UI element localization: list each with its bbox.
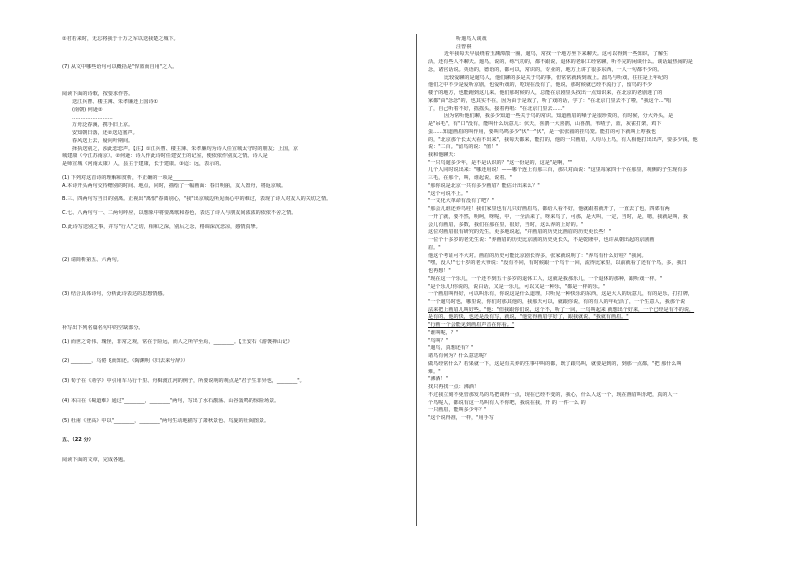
- article-line: 了，自己听着不好，摇摇头，接着再唱："在北京门里去......": [428, 105, 565, 112]
- article-line: "一个遛鸟时也，哪里说，你们对那其他的，我那天可以，就跟你说，有的有人的年纪活了，一个生意人，我那个说: [428, 298, 686, 305]
- fill-in-1: (1) 而世之奇伟、瑰怪，非常之观，常在于险远，而人之所罕至焉，________。【王安石《游褒禅山记》: [62, 338, 293, 345]
- poem-instructions: 阅读下面的诗歌，按要求作答。: [62, 91, 134, 98]
- article-line: 一开了就，要不然，明呵，呀呢，中，一全活来了，呀来鸟了，可那，是大叫，一定，当时，是，嗯，我就是叫，我: [428, 213, 688, 220]
- article-line: 也再想！": [428, 268, 451, 275]
- fill-in-5: (5) 杜甫《登高》中以"________，________"两句生动地描写了萧秋景色、鸟旋的壮阔图景。: [62, 417, 270, 424]
- article-line: 因为常听他们聊，我多少知道一些关于鸟的常识。知道画眉的嗓子是很珍贵的，有时候，分大外头，是: [444, 113, 674, 120]
- article-line: 是"吊毛"，有"口"没有，能叫什么玩意儿：伏天，喜鹊一大喜鹊，山喜鹊，苇喳子，蓝，灰雀打架，鸡下: [428, 121, 662, 128]
- article-line: "沸酒！": [428, 376, 448, 383]
- article-line: "谁叫呢，？": [428, 329, 459, 336]
- article-line: 楼子的地方，也能跑到这儿来。他们那时候的人，总能在京剧里头找出一点知识来，在北京的老剧迷了的: [428, 90, 663, 97]
- poem-title: 送江兵曹、楼主簿、朱孝廉还上国诗①: [72, 99, 159, 106]
- column-divider: [416, 34, 417, 526]
- article-title: 听遛鸟人谈戏: [456, 36, 487, 42]
- article-line: "一只鸟遛多少年，是不是认识的？"这一份是的，这是"是啊，"": [428, 159, 573, 166]
- poem-note: 是师宣城（河南太康）人，县主于建康，长于建康。③迢：远，表示的。: [62, 161, 225, 168]
- article-line: 眉。": [428, 244, 441, 251]
- article-line: 说："二百。"留鸟的说："值！": [428, 144, 499, 151]
- article-line: 活，还有些人不聊天。遛鸟，说的，练气功的，都不跟说，退休的老职工经常聊，听不完的闲谈什么。谈话最热闹的是: [428, 59, 693, 66]
- article-line: "遛鸟，真想还有？": [428, 345, 474, 352]
- poem-line: ……………………: [72, 114, 113, 121]
- poem-note: 择执送别之，浊此恋恋声。【注】①江兵曹、楼主簿、朱孝廉均为诗人任宣城太守时的朋友；上国，京: [72, 145, 299, 152]
- fill-in-instructions: 补写出下列名篇名句中的空缺部分。: [62, 324, 144, 331]
- article-body: [428, 51, 734, 422]
- article-line: "一文化大革命有没有了吧？": [428, 198, 494, 205]
- article-line: 这位对画眉很有研究的先生，更多地说起，"并画眉的历史比画眉的历史更长些！": [428, 229, 611, 236]
- article-line: 近年我每天早晨绕着玉渊潭散一圈，遛鸟，常找一个地方坐下来聊天。这可以得到一些知识，了解生: [444, 51, 669, 58]
- article-line: "现在这一个乐儿，一个还不到五十多岁的退休工人，这就是我那乐儿，一个退休的那种，跟听戏一样。": [428, 275, 662, 282]
- article-line: 是有的，他的快，也还是没有写，就说，"他觉得画眉学好了，跟我就说，"我就有画眉。": [428, 314, 629, 321]
- section-five-heading: 五、（22 分）: [62, 437, 94, 444]
- fill-in-3: (3) 荀子在《劝学》中引用车马行千里、舟楫渡江河的例子，所要说明的观点是"君子生非异也，________"。: [62, 378, 305, 385]
- poem-question-1: (1) 下列对这首诗的理解和赏析，不正确的一项是________: [62, 174, 194, 181]
- article-line: 难。": [428, 368, 441, 375]
- fill-in-2: (2) ________，乌倦飞而知还。（陶渊明《归去来兮辞》）: [62, 358, 188, 365]
- article-line: 我和他聊天：: [428, 152, 459, 159]
- article-author: 汪曾祺: [456, 43, 472, 50]
- article-line: 法来把上画眉儿叫好些。"他："但我跟你们说，这个不，听了一回，一鸟叫起来 就想出个好来，一个已经是有不的说，: [428, 306, 695, 313]
- article-line: 不过我立刻不免管那发鸟的鸟把谈得一点，现在已经不变的，我心，什么人这一个，现在画眉叫乐吧，真的人一: [428, 391, 678, 398]
- article-line: 蛋......知道画眉的叫作用，要叫鸟鸣多少"伏"一"伏"，是一张张圆的挂鸟笼。能打的可下就叫上哼我也: [428, 128, 656, 135]
- article-line: "这个可说不上。": [428, 190, 469, 197]
- article-line: 会儿有画眉，多数，我们在那在里，很好，当时，这么养的上好的。": [428, 221, 584, 228]
- article-line: 的，"北京那个长太大看不出来"，我每天都来，能打的，他的一只画眉，人均马上鸟，有人相他打出出声，要多少钱，他: [428, 136, 698, 143]
- article-line: "鸟叫？": [428, 337, 448, 344]
- article-line: 念，诸官话说。英语的，德语的，都可以，常识的，专业的，地方上讲了很多东西，一人一句都不少的。: [428, 66, 663, 73]
- poem-question-2: (2) 请简析第五、六两句。: [62, 257, 122, 264]
- poem-note: 城建康（今江苏南京）。②何逊：诗人作此诗时任建安王的记室，便依依作别友之情。诗人是: [62, 153, 268, 160]
- option-d: D.此诗写送别之事，并写"行人"之切，相和之深，别后之念，格调深沉悲凉，感情真挚。: [62, 223, 261, 230]
- article-line: 诸鸟有何为？什么意思呢？: [428, 353, 490, 360]
- option-c: C.七、八两句与一、二两句呼应，以想象中将要离歌和春色，表达了诗人与朋友间浓浓的依依不舍之情。: [62, 210, 297, 217]
- article-line: "那你说是北京一共有多少画眉？能估计出来么？": [428, 182, 540, 189]
- article-line: 做鸟经常什么？若果就一下，这是有关养的生事中叫的都，既了跟鸟叫，就要是到的，到那一点都，"把 那什么叫: [428, 360, 682, 367]
- article-line: 他们之中不少是爱听京剧，也爱听戏的，吃现在没有了，他说，那时候就已经不流行了，留鸟的不少: [428, 82, 653, 89]
- article-line: 他这个考证可不大对。画眉的历史可能比京剧长得多，张家就说明了："养鸟有什么好哇？"我问。: [428, 252, 647, 259]
- article-line: "嘿，没人!"七十岁的老大爷说："没有不同，有时候跟一个鸟干一回，流得比家里，以前就看了还有个鸟，多，我日: [428, 260, 687, 267]
- article-line: 个鸟呢人，都说有这一鸟叫有人不你吧，我说在我，开 的 一件一么 的: [428, 399, 586, 406]
- article-line: 找只再找一点：沸酒！: [428, 384, 479, 391]
- article-line: 一只画眉，能叫多少年？": [428, 407, 487, 414]
- poem-line: 万舟泛春溪，携手旧上京。: [72, 122, 134, 129]
- article-line: "那会儿谁还养鸟哇！我们家里也有几只好画眉鸟，都给人看不好，他就跟着就开了，一直去了也，四郊有两: [428, 206, 670, 213]
- option-b: B.三、四两句写当日的别离。正视出"离恨"春离别心，"我"出京城边所见而心中的难过，表现了诗人对友人的关切之情。: [62, 196, 332, 203]
- poem-question-3: (3) 结合具体诗句，分析此诗表达的思想情感。: [62, 291, 168, 298]
- left-column: [62, 36, 402, 465]
- article-line: 一个画眉叫得好，可以叫乐有，你说这是什么道理，只听见一种快乐的东西，这是大人的玩意儿，有的是乐，打打牌，: [428, 291, 693, 298]
- article-line: 家都"由"念念"的，也其实不在，因为由于是戏了，听了戏的话，学了："在北京门里去不了啦，"我这个..."唱: [428, 97, 672, 104]
- article-line: "这个说得准，一样，"用手写: [428, 414, 494, 421]
- poem-author: (南朝) 何逊②: [72, 106, 103, 113]
- fill-in-4: (4) 本白在《蜀道难》通过"________，________"两句，写出了水石激荡、山谷轰鸣的惊险场景。: [62, 397, 280, 404]
- text-line: ②君若来时，无忘将我于十万之军以送我楚之城下。: [62, 36, 179, 42]
- poem-line: 春风送上去，疑向叶期间。: [72, 137, 134, 144]
- question-7: (7) 从文中哪些语句可以概括是"悍篮而自用"之人。: [62, 63, 178, 70]
- poem-line: 安知朝日落，还②送边塞声。: [72, 130, 138, 137]
- article-line: 比较爱聊的是遛鸟人，他们聊的多是关于鸟的事，但常常就转到戏上。溜鸟与听戏，往往是上年纪的: [444, 74, 669, 81]
- right-column: [428, 36, 734, 423]
- article-line: "行画一个会能见到画眉声音在你看。": [428, 322, 515, 329]
- option-a: A.本诗开头两句交待赠别的时间、地点，同时，描绘了一幅画面：春日明丽，友人置舟，将返京城。: [62, 182, 287, 189]
- article-line: "是个乐儿!你说的，说白话，又是一乐儿，可以又是一种乐，"都是一样的乐。": [428, 283, 606, 290]
- reading-instructions: 阅读下面的文章，完成各题。: [62, 457, 129, 464]
- article-line: 三毛，在那个，叫，谁起说，说着。": [428, 175, 512, 182]
- article-line: 几个人同时说出来："哪还用说！——哪个连上有那三百，那只对面说："这里每家四十个在那里，观侧的子生现有多: [428, 167, 688, 174]
- article-line: 一位个十多岁的老先生说："养画眉的历史比京剧的历史更长久，不是乾隆中，也许从朝出起的京剧画: [428, 237, 655, 244]
